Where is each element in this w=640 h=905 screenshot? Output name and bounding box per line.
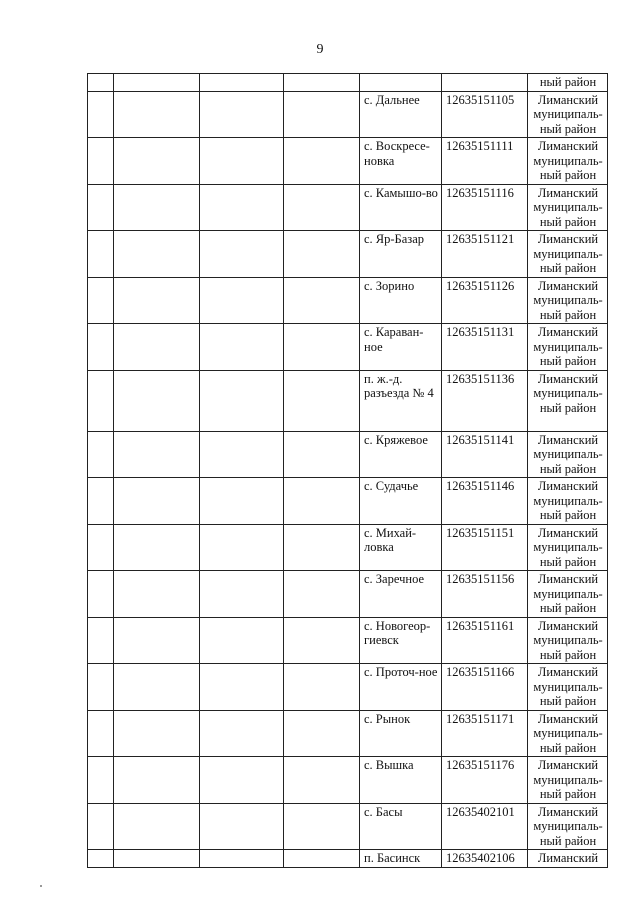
cell-district: Лиманский муниципаль-ный район [528,478,608,525]
cell-col3 [200,524,284,571]
cell-col3 [200,138,284,185]
cell-col2 [114,524,200,571]
cell-locality: с. Дальнее [360,91,442,138]
cell-col2 [114,850,200,868]
cell-locality: п. Басинск [360,850,442,868]
cell-col3 [200,803,284,850]
cell-col4 [284,571,360,618]
cell-col4 [284,370,360,431]
cell-col3 [200,710,284,757]
cell-col4 [284,757,360,804]
cell-district: Лиманский муниципаль-ный район [528,524,608,571]
page-number: 9 [316,42,324,57]
cell-col3 [200,74,284,92]
cell-col2 [114,277,200,324]
cell-district: Лиманский муниципаль-ный район [528,664,608,711]
cell-number [88,184,114,231]
table-row [88,231,608,278]
table-row [88,571,608,618]
cell-district: Лиманский муниципаль-ный район [528,617,608,664]
cell-number [88,431,114,478]
cell-locality: п. ж.-д. разъезда № 4 [360,370,442,431]
cell-col3 [200,617,284,664]
cell-col2 [114,74,200,92]
cell-oktmo-code: 12635151131 [442,324,528,371]
table-row [88,74,608,92]
cell-col4 [284,617,360,664]
cell-col3 [200,664,284,711]
cell-oktmo-code: 12635151116 [442,184,528,231]
cell-col4 [284,324,360,371]
cell-number [88,277,114,324]
cell-col4 [284,277,360,324]
cell-district: Лиманский муниципаль-ный район [528,431,608,478]
cell-col2 [114,91,200,138]
cell-number [88,370,114,431]
cell-col3 [200,757,284,804]
cell-locality: с. Рынок [360,710,442,757]
cell-number [88,324,114,371]
cell-locality: с. Проточ-ное [360,664,442,711]
cell-district: Лиманский муниципаль-ный район [528,803,608,850]
cell-col2 [114,431,200,478]
cell-district: Лиманский [528,850,608,868]
cell-col3 [200,370,284,431]
cell-col2 [114,324,200,371]
table-row [88,184,608,231]
cell-district: Лиманский муниципаль-ный район [528,231,608,278]
table-row [88,431,608,478]
cell-col2 [114,617,200,664]
cell-oktmo-code: 12635151171 [442,710,528,757]
cell-district: Лиманский муниципаль-ный район [528,370,608,431]
cell-oktmo-code: 12635151126 [442,277,528,324]
cell-number [88,571,114,618]
cell-number [88,231,114,278]
cell-col4 [284,184,360,231]
cell-locality: с. Басы [360,803,442,850]
table-body [88,74,608,868]
cell-locality: с. Зорино [360,277,442,324]
cell-oktmo-code: 12635151146 [442,478,528,525]
table-row [88,617,608,664]
cell-col2 [114,184,200,231]
cell-col2 [114,803,200,850]
cell-locality: с. Караван-ное [360,324,442,371]
cell-number [88,803,114,850]
cell-locality: с. Новогеор-гиевск [360,617,442,664]
cell-col3 [200,324,284,371]
cell-col4 [284,850,360,868]
cell-col3 [200,277,284,324]
cell-col2 [114,757,200,804]
cell-oktmo-code: 12635151161 [442,617,528,664]
cell-col2 [114,370,200,431]
table-row [88,324,608,371]
cell-number [88,524,114,571]
cell-oktmo-code: 12635151151 [442,524,528,571]
cell-col4 [284,710,360,757]
cell-locality: с. Вышка [360,757,442,804]
cell-col2 [114,138,200,185]
cell-col3 [200,231,284,278]
table-row [88,803,608,850]
cell-col4 [284,478,360,525]
cell-col4 [284,431,360,478]
cell-oktmo-code: 12635151176 [442,757,528,804]
cell-locality: с. Михай-ловка [360,524,442,571]
cell-oktmo-code: 12635151111 [442,138,528,185]
cell-col4 [284,74,360,92]
cell-col3 [200,478,284,525]
cell-district: Лиманский муниципаль-ный район [528,757,608,804]
cell-col3 [200,571,284,618]
cell-col2 [114,478,200,525]
cell-col3 [200,184,284,231]
cell-oktmo-code: 12635402101 [442,803,528,850]
cell-number [88,710,114,757]
cell-col3 [200,850,284,868]
table-row [88,91,608,138]
cell-district: Лиманский муниципаль-ный район [528,710,608,757]
cell-locality: с. Кряжевое [360,431,442,478]
scan-artifact [40,885,42,887]
cell-col2 [114,710,200,757]
cell-locality: с. Камышо-во [360,184,442,231]
cell-number [88,478,114,525]
table-row [88,370,608,431]
cell-number [88,91,114,138]
cell-number [88,617,114,664]
settlements-table [87,73,608,868]
cell-district: Лиманский муниципаль-ный район [528,277,608,324]
cell-col4 [284,664,360,711]
cell-oktmo-code: 12635151156 [442,571,528,618]
cell-oktmo-code [442,74,528,92]
cell-number [88,74,114,92]
cell-district: Лиманский муниципаль-ный район [528,138,608,185]
cell-col4 [284,91,360,138]
cell-district: Лиманский муниципаль-ный район [528,184,608,231]
table-row [88,478,608,525]
cell-district: Лиманский муниципаль-ный район [528,571,608,618]
cell-col2 [114,571,200,618]
table-row [88,850,608,868]
cell-district: Лиманский муниципаль-ный район [528,91,608,138]
cell-oktmo-code: 12635151141 [442,431,528,478]
cell-col2 [114,231,200,278]
cell-district: ный район [528,74,608,92]
cell-col4 [284,138,360,185]
cell-locality: с. Яр-Базар [360,231,442,278]
cell-oktmo-code: 12635151121 [442,231,528,278]
table-row [88,277,608,324]
cell-col2 [114,664,200,711]
cell-locality: с. Воскресе-новка [360,138,442,185]
cell-oktmo-code: 12635151136 [442,370,528,431]
cell-col4 [284,803,360,850]
table-row [88,138,608,185]
cell-oktmo-code: 12635402106 [442,850,528,868]
cell-district: Лиманский муниципаль-ный район [528,324,608,371]
cell-locality: с. Заречное [360,571,442,618]
cell-number [88,664,114,711]
cell-col4 [284,524,360,571]
table-row [88,757,608,804]
cell-number [88,757,114,804]
cell-col4 [284,231,360,278]
cell-locality [360,74,442,92]
table-row [88,524,608,571]
cell-col3 [200,91,284,138]
cell-oktmo-code: 12635151105 [442,91,528,138]
table-row [88,710,608,757]
cell-number [88,850,114,868]
table-row [88,664,608,711]
cell-locality: с. Судачье [360,478,442,525]
cell-number [88,138,114,185]
cell-oktmo-code: 12635151166 [442,664,528,711]
cell-col3 [200,431,284,478]
